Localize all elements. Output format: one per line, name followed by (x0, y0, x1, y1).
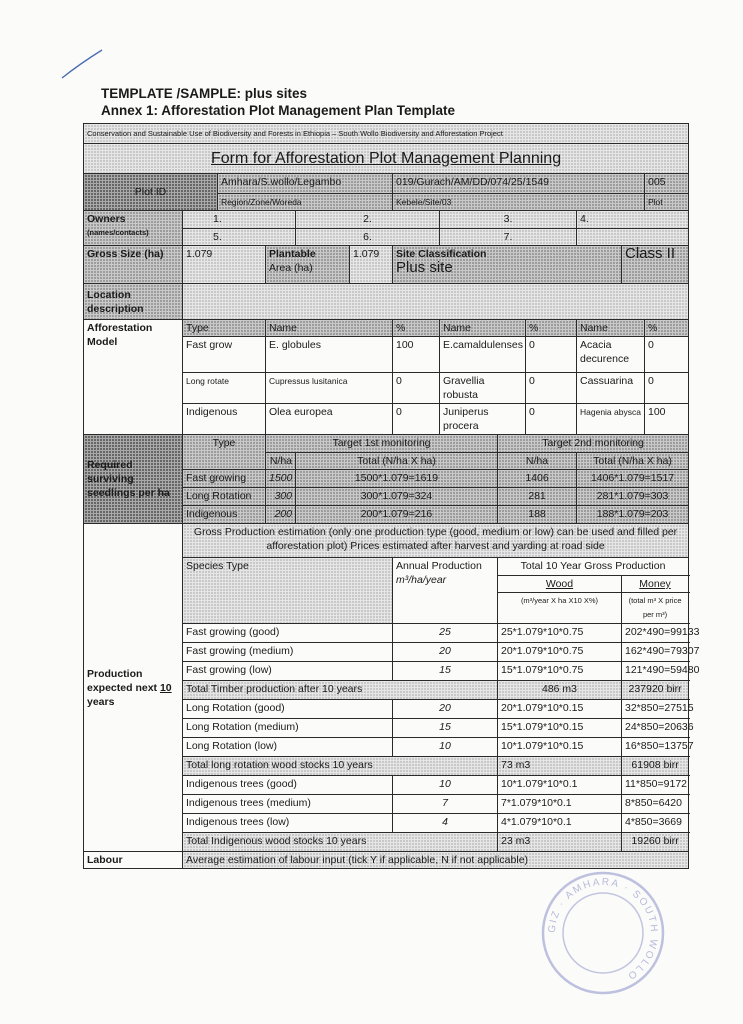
seedlings-header-target-1: Target 1st monitoring (266, 435, 498, 453)
annual-production-header (393, 558, 498, 624)
page-heading (101, 85, 455, 119)
owners-title: Owners (87, 213, 126, 225)
seedlings-row-t1: 300*1.079=324 (296, 488, 498, 506)
model-row-name-2: E.camaldulenses (440, 337, 526, 373)
total-10-year-header: Total 10 Year Gross Production (498, 558, 689, 576)
site-class-cell (393, 246, 622, 284)
seedlings-row-type: Indigenous (183, 506, 266, 524)
labour-text: Average estimation of labour input (tick Y if applicable, N if not applicable) (183, 852, 689, 869)
seedlings-header-nha-1: N/ha (266, 453, 296, 470)
production-species: Long Rotation (medium) (183, 719, 393, 738)
plantable-title: Plantable (269, 248, 316, 260)
production-total-money: 237920 birr (622, 681, 689, 700)
owner-1: 1. (183, 211, 296, 229)
model-header-pct-1: % (393, 320, 440, 337)
production-money: 16*850=13757 (622, 738, 689, 757)
seedlings-row-type: Fast growing (183, 470, 266, 488)
production-species: Long Rotation (good) (183, 700, 393, 719)
model-row-pct-3: 0 (645, 373, 689, 404)
model-header-name-1: Name (266, 320, 393, 337)
wood-unit: (m³/year X ha X10 X%) (498, 593, 622, 624)
production-annual: 15 (393, 662, 498, 681)
gross-size-value: 1.079 (183, 246, 266, 284)
site-class-label: Site Classification (396, 248, 487, 260)
production-wood: 10*1.079*10*0.15 (498, 738, 622, 757)
model-header-name-2: Name (440, 320, 526, 337)
model-row-pct-1: 100 (393, 337, 440, 373)
model-row-pct-2: 0 (526, 337, 577, 373)
production-note: Gross Production estimation (only one production type (good, medium or low) can be used and filled per afforestation plot) Prices estimated after harvest and yarding at road side (183, 524, 689, 558)
production-annual: 7 (393, 795, 498, 814)
production-annual: 15 (393, 719, 498, 738)
production-total-wood: 23 m3 (498, 833, 622, 852)
seedlings-row-n2: 281 (498, 488, 577, 506)
required-seedlings-label: Required surviving seedlings per ha (84, 435, 183, 524)
pen-stroke-mark (60, 48, 104, 80)
production-total-label: Total long rotation wood stocks 10 years (183, 757, 498, 776)
seedlings-row-t1: 1500*1.079=1619 (296, 470, 498, 488)
production-money: 11*850=9172 (622, 776, 689, 795)
model-row-name-1: E. globules (266, 337, 393, 373)
annual-production-title: Annual Production (396, 560, 482, 572)
heading-line2: Annex 1: Afforestation Plot Management Plan Template (101, 103, 456, 118)
production-label (84, 524, 183, 852)
plot-id-label: Plot ID (84, 174, 218, 211)
plantable-area-label (266, 246, 350, 284)
region-label: Region/Zone/Woreda (218, 194, 393, 211)
owners-sublabel: (names/contacts) (87, 228, 149, 237)
model-row-pct-3: 0 (645, 337, 689, 373)
production-species: Long Rotation (low) (183, 738, 393, 757)
production-species: Fast growing (good) (183, 624, 393, 643)
model-row-name-1: Olea europea (266, 404, 393, 435)
site-class-value: Plus site (396, 259, 453, 276)
production-total-wood: 73 m3 (498, 757, 622, 776)
labour-label: Labour (84, 852, 183, 869)
seedlings-row-t2: 281*1.079=303 (577, 488, 689, 506)
seedlings-header-total-1: Total (N/ha X ha) (296, 453, 498, 470)
model-row-name-3: Cassuarina (577, 373, 645, 404)
production-annual: 10 (393, 738, 498, 757)
owner-3: 3. (440, 211, 577, 229)
model-row-type: Fast grow (183, 337, 266, 373)
model-header-pct-2: % (526, 320, 577, 337)
model-row-name-3: Hagenia abysca (577, 404, 645, 435)
production-wood: 25*1.079*10*0.75 (498, 624, 622, 643)
seedlings-row-type: Long Rotation (183, 488, 266, 506)
form-title: Form for Afforestation Plot Management Planning (84, 144, 689, 174)
kebele-value: 019/Gurach/AM/DD/074/25/1549 (393, 174, 645, 194)
stamp-text: GIZ · AMHARA · SOUTH WOLLO (546, 876, 660, 983)
seedlings-header-nha-2: N/ha (498, 453, 577, 470)
seedlings-header-type: Type (183, 435, 266, 470)
production-money: 162*490=79307 (622, 643, 689, 662)
production-total-money: 61908 birr (622, 757, 689, 776)
production-total-label: Total Indigenous wood stocks 10 years (183, 833, 498, 852)
production-total-wood: 486 m3 (498, 681, 622, 700)
owners-label (84, 211, 183, 246)
production-label-text: Production expected next (87, 667, 158, 694)
money-header: Money (622, 576, 689, 593)
model-row-name-2: Juniperus procera (440, 404, 526, 435)
money-unit: (total m³ X price per m³) (622, 593, 689, 624)
plot-value: 005 (645, 174, 689, 194)
model-row-pct-1: 0 (393, 373, 440, 404)
seedlings-header-total-2: Total (N/ha X ha) (577, 453, 689, 470)
seedlings-row-t2: 1406*1.079=1517 (577, 470, 689, 488)
kebele-label: Kebele/Site/03 (393, 194, 645, 211)
annual-production-unit: m³/ha/year (396, 574, 447, 586)
species-type-header: Species Type (183, 558, 393, 624)
production-wood: 7*1.079*10*0.1 (498, 795, 622, 814)
seedlings-row-n1: 1500 (266, 470, 296, 488)
model-row-name-3: Acacia decurence (577, 337, 645, 373)
seedlings-header-target-2: Target 2nd monitoring (498, 435, 689, 453)
project-title: Conservation and Sustainable Use of Biodiversity and Forests in Ethiopia – South Wollo Biodiversity and Afforestation Project (84, 124, 689, 144)
seedlings-row-n2: 188 (498, 506, 577, 524)
heading-line1: TEMPLATE /SAMPLE: plus sites (101, 86, 308, 101)
model-header-name-3: Name (577, 320, 645, 337)
seedlings-row-t2: 188*1.079=203 (577, 506, 689, 524)
production-wood: 20*1.079*10*0.15 (498, 700, 622, 719)
production-money: 121*490=59480 (622, 662, 689, 681)
seedlings-row-n1: 200 (266, 506, 296, 524)
production-wood: 15*1.079*10*0.75 (498, 662, 622, 681)
production-annual: 20 (393, 643, 498, 662)
region-value: Amhara/S.wollo/Legambo (218, 174, 393, 194)
production-species: Indigenous trees (low) (183, 814, 393, 833)
production-species: Indigenous trees (good) (183, 776, 393, 795)
seedlings-row-n1: 300 (266, 488, 296, 506)
production-annual: 10 (393, 776, 498, 795)
official-stamp (538, 868, 668, 998)
model-row-type: Indigenous (183, 404, 266, 435)
production-money: 202*490=99133 (622, 624, 689, 643)
plot-label: Plot (645, 194, 689, 211)
model-header-pct-3: % (645, 320, 689, 337)
model-row-name-1: Cupressus lusitanica (266, 373, 393, 404)
model-header-type: Type (183, 320, 266, 337)
production-total-money: 19260 birr (622, 833, 689, 852)
production-species: Indigenous trees (medium) (183, 795, 393, 814)
production-wood: 15*1.079*10*0.15 (498, 719, 622, 738)
seedlings-row-n2: 1406 (498, 470, 577, 488)
owner-5: 5. (183, 229, 296, 246)
production-wood: 10*1.079*10*0.1 (498, 776, 622, 795)
plantable-sub: Area (ha) (269, 262, 313, 274)
model-row-pct-1: 0 (393, 404, 440, 435)
model-row-pct-2: 0 (526, 373, 577, 404)
production-annual: 20 (393, 700, 498, 719)
owner-7: 7. (440, 229, 577, 246)
owner-2: 2. (296, 211, 440, 229)
owner-6: 6. (296, 229, 440, 246)
production-annual: 25 (393, 624, 498, 643)
production-money: 24*850=20636 (622, 719, 689, 738)
production-total-label: Total Timber production after 10 years (183, 681, 498, 700)
production-wood: 4*1.079*10*0.1 (498, 814, 622, 833)
production-years-number: 10 (159, 681, 172, 694)
seedlings-row-t1: 200*1.079=216 (296, 506, 498, 524)
production-money: 4*850=3669 (622, 814, 689, 833)
production-species: Fast growing (low) (183, 662, 393, 681)
gross-size-label: Gross Size (ha) (84, 246, 183, 284)
production-money: 8*850=6420 (622, 795, 689, 814)
location-value (183, 284, 689, 320)
afforestation-model-label: Afforestation Model (84, 320, 183, 435)
location-label: Location description (84, 284, 183, 320)
plantable-area-value: 1.079 (350, 246, 393, 284)
class-value: Class II (622, 246, 689, 284)
production-wood: 20*1.079*10*0.75 (498, 643, 622, 662)
model-row-pct-2: 0 (526, 404, 577, 435)
plot-management-form (83, 123, 700, 869)
production-species: Fast growing (medium) (183, 643, 393, 662)
production-annual: 4 (393, 814, 498, 833)
model-row-name-2: Gravellia robusta (440, 373, 526, 404)
owner-4: 4. (577, 211, 689, 229)
wood-header: Wood (498, 576, 622, 593)
model-row-type: Long rotate (183, 373, 266, 404)
model-row-pct-3: 100 (645, 404, 689, 435)
production-money: 32*850=27515 (622, 700, 689, 719)
production-years-text: years (87, 695, 115, 708)
